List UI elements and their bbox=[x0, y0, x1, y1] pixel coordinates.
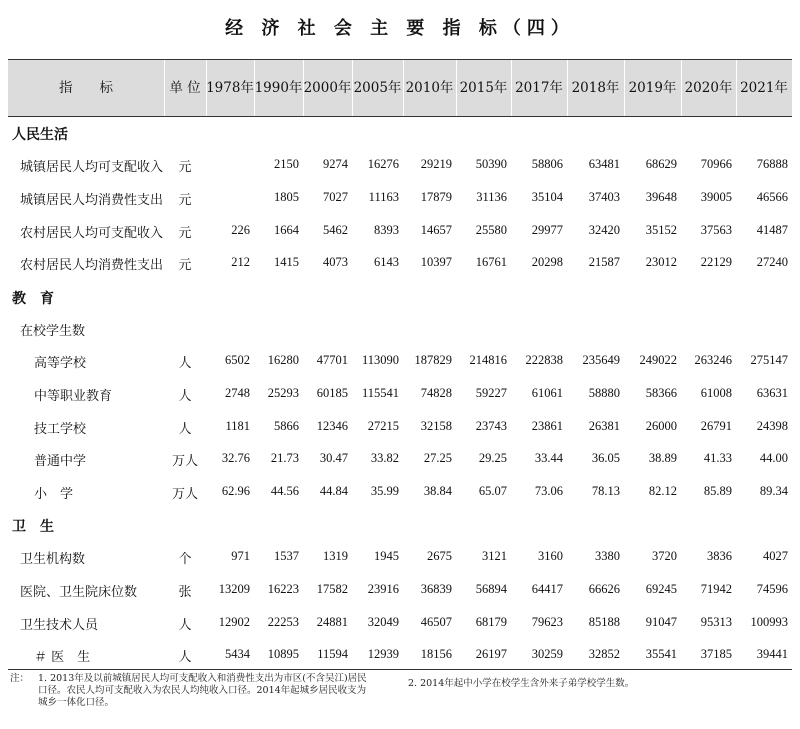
table-cell: 85.89 bbox=[703, 484, 732, 498]
note-2: 2. 2014年起中小学在校学生含外来子弟学校学生数。 bbox=[408, 678, 635, 689]
table-cell: 5462 bbox=[323, 223, 348, 237]
table-cell: 187829 bbox=[414, 353, 452, 367]
header-separator bbox=[403, 60, 404, 116]
header-separator bbox=[567, 60, 568, 116]
header-year: 2019年 bbox=[628, 80, 677, 96]
table-cell: 44.84 bbox=[319, 484, 348, 498]
table-cell: 6143 bbox=[374, 255, 399, 269]
row-unit: 个 bbox=[178, 552, 192, 567]
table-cell: 33.82 bbox=[370, 451, 399, 465]
table-cell: 68629 bbox=[645, 157, 677, 171]
table-cell: 263246 bbox=[694, 353, 732, 367]
table-cell: 69245 bbox=[645, 582, 677, 596]
table-cell: 971 bbox=[231, 549, 250, 563]
header-year: 1990年 bbox=[254, 80, 303, 96]
table-cell: 38.84 bbox=[423, 484, 452, 498]
table-cell: 113090 bbox=[361, 353, 399, 367]
header-separator bbox=[511, 60, 512, 116]
table-cell: 1415 bbox=[274, 255, 299, 269]
table-cell: 11163 bbox=[368, 190, 399, 204]
table-cell: 4073 bbox=[323, 255, 348, 269]
table-cell: 23743 bbox=[475, 419, 507, 433]
table-cell: 1945 bbox=[374, 549, 399, 563]
table-cell: 32.76 bbox=[221, 451, 250, 465]
table-cell: 41.33 bbox=[703, 451, 732, 465]
table-cell: 33.44 bbox=[534, 451, 563, 465]
table-cell: 36.05 bbox=[591, 451, 620, 465]
table-cell: 1805 bbox=[274, 190, 299, 204]
table-cell: 23916 bbox=[367, 582, 399, 596]
table-cell: 22253 bbox=[267, 615, 299, 629]
table-cell: 16280 bbox=[267, 353, 299, 367]
table-cell: 27215 bbox=[367, 419, 399, 433]
page-title: 经 济 社 会 主 要 指 标（四） bbox=[225, 18, 575, 39]
row-label: 卫生机构数 bbox=[20, 552, 86, 567]
table-cell: 16276 bbox=[367, 157, 399, 171]
table-cell: 65.07 bbox=[478, 484, 507, 498]
table-cell: 36839 bbox=[420, 582, 452, 596]
table-cell: 8393 bbox=[374, 223, 399, 237]
table-cell: 2150 bbox=[274, 157, 299, 171]
table-cell: 38.89 bbox=[648, 451, 677, 465]
table-cell: 37563 bbox=[700, 223, 732, 237]
notes-prefix: 注： bbox=[10, 673, 30, 684]
row-unit: 元 bbox=[178, 160, 192, 175]
table-cell: 58366 bbox=[645, 386, 677, 400]
table-cell: 23012 bbox=[645, 255, 677, 269]
table-cell: 31136 bbox=[476, 190, 507, 204]
table-cell: 7027 bbox=[323, 190, 348, 204]
table-cell: 1319 bbox=[323, 549, 348, 563]
table-cell: 10397 bbox=[420, 255, 452, 269]
row-unit: 万人 bbox=[171, 487, 198, 502]
table-cell: 27240 bbox=[756, 255, 788, 269]
header-year: 1978年 bbox=[206, 80, 254, 96]
row-unit: 张 bbox=[178, 585, 192, 600]
table-cell: 71942 bbox=[700, 582, 732, 596]
header-indicator: 指 标 bbox=[59, 80, 113, 96]
table-cell: 3160 bbox=[538, 549, 563, 563]
row-unit: 元 bbox=[178, 226, 192, 241]
row-label: 技工学校 bbox=[34, 422, 87, 437]
table-cell: 3380 bbox=[595, 549, 620, 563]
table-cell: 26000 bbox=[645, 419, 677, 433]
table-cell: 63631 bbox=[756, 386, 788, 400]
note-1: 1. 2013年及以前城镇居民人均可支配收入和消费性支出为市区(不含吴江)居民口径。农民人均可支配收入为农民人均纯收入口径。2014年起城乡居民收支为城乡一体化口径。 bbox=[38, 673, 367, 708]
table-cell: 235649 bbox=[582, 353, 620, 367]
header-unit: 单 位 bbox=[169, 80, 201, 96]
table-cell: 29.25 bbox=[478, 451, 507, 465]
table-cell: 62.96 bbox=[221, 484, 250, 498]
table-cell: 70966 bbox=[700, 157, 732, 171]
table-cell: 17879 bbox=[420, 190, 452, 204]
table-cell: 25293 bbox=[267, 386, 299, 400]
table-cell: 56894 bbox=[475, 582, 507, 596]
row-label: 农村居民人均可支配收入 bbox=[20, 226, 164, 241]
row-label: 城镇居民人均消费性支出 bbox=[20, 193, 164, 208]
table-cell: 1181 bbox=[225, 419, 250, 433]
table-cell: 59227 bbox=[475, 386, 507, 400]
table-cell: 226 bbox=[231, 223, 250, 237]
table-cell: 35.99 bbox=[370, 484, 399, 498]
header-year: 2015年 bbox=[459, 80, 508, 96]
table-cell: 12902 bbox=[218, 615, 250, 629]
table-cell: 46507 bbox=[420, 615, 452, 629]
bottom-rule bbox=[8, 669, 792, 670]
row-label: 普通中学 bbox=[34, 454, 87, 469]
table-cell: 63481 bbox=[588, 157, 620, 171]
table-cell: 12939 bbox=[367, 647, 399, 661]
header-year: 2000年 bbox=[303, 80, 352, 96]
header-year: 2017年 bbox=[515, 80, 563, 96]
header-separator bbox=[164, 60, 165, 116]
table-cell: 3836 bbox=[707, 549, 732, 563]
table-cell: 26197 bbox=[475, 647, 507, 661]
table-cell: 100993 bbox=[750, 615, 788, 629]
table-cell: 21.73 bbox=[270, 451, 299, 465]
table-cell: 10895 bbox=[267, 647, 299, 661]
table-cell: 29977 bbox=[531, 223, 563, 237]
table-cell: 5434 bbox=[225, 647, 250, 661]
table-cell: 23861 bbox=[531, 419, 563, 433]
row-unit: 人 bbox=[178, 389, 192, 404]
table-cell: 60185 bbox=[316, 386, 348, 400]
header-year: 2010年 bbox=[405, 80, 454, 96]
table-cell: 68179 bbox=[475, 615, 507, 629]
table-cell: 3720 bbox=[652, 549, 677, 563]
table-cell: 91047 bbox=[645, 615, 677, 629]
table-cell: 30.47 bbox=[319, 451, 348, 465]
row-label: 在校学生数 bbox=[20, 324, 86, 339]
row-label: 城镇居民人均可支配收入 bbox=[20, 160, 164, 175]
table-cell: 73.06 bbox=[534, 484, 563, 498]
table-cell: 13209 bbox=[218, 582, 250, 596]
row-label: 医院、卫生院床位数 bbox=[20, 585, 138, 600]
row-label: 中等职业教育 bbox=[34, 389, 113, 404]
table-cell: 26791 bbox=[700, 419, 732, 433]
table-cell: 47701 bbox=[316, 353, 348, 367]
table-cell: 64417 bbox=[531, 582, 563, 596]
table-cell: 2675 bbox=[427, 549, 452, 563]
table-cell: 46566 bbox=[756, 190, 788, 204]
header-bottom-rule bbox=[8, 116, 792, 117]
table-cell: 44.56 bbox=[270, 484, 299, 498]
header-separator bbox=[681, 60, 682, 116]
table-cell: 22129 bbox=[700, 255, 732, 269]
table-cell: 222838 bbox=[525, 353, 563, 367]
table-cell: 2748 bbox=[225, 386, 250, 400]
table-cell: 61008 bbox=[700, 386, 732, 400]
table-cell: 37403 bbox=[588, 190, 620, 204]
table-cell: 25580 bbox=[475, 223, 507, 237]
header-year: 2005年 bbox=[353, 80, 402, 96]
row-unit: 人 bbox=[178, 618, 192, 633]
row-unit: 人 bbox=[178, 422, 192, 437]
header-separator bbox=[352, 60, 353, 116]
table-cell: 32158 bbox=[420, 419, 452, 433]
table-cell: 39648 bbox=[645, 190, 677, 204]
table-cell: 11594 bbox=[317, 647, 348, 661]
table-cell: 275147 bbox=[750, 353, 788, 367]
header-separator bbox=[456, 60, 457, 116]
table-cell: 27.25 bbox=[423, 451, 452, 465]
table-cell: 50390 bbox=[475, 157, 507, 171]
table-cell: 79623 bbox=[531, 615, 563, 629]
header-year: 2021年 bbox=[740, 80, 788, 96]
table-cell: 18156 bbox=[420, 647, 452, 661]
header-year: 2018年 bbox=[571, 80, 620, 96]
table-cell: 24398 bbox=[756, 419, 788, 433]
table-cell: 74596 bbox=[756, 582, 788, 596]
table-cell: 95313 bbox=[700, 615, 732, 629]
row-unit: 元 bbox=[178, 193, 192, 208]
table-cell: 35104 bbox=[531, 190, 563, 204]
table-cell: 12346 bbox=[316, 419, 348, 433]
table-cell: 66626 bbox=[588, 582, 620, 596]
table-cell: 115541 bbox=[361, 386, 399, 400]
table-cell: 74828 bbox=[420, 386, 452, 400]
table-cell: 82.12 bbox=[648, 484, 677, 498]
table-cell: 16761 bbox=[475, 255, 507, 269]
row-unit: 人 bbox=[178, 356, 192, 371]
table-cell: 30259 bbox=[531, 647, 563, 661]
table-cell: 32420 bbox=[588, 223, 620, 237]
row-label: 高等学校 bbox=[34, 356, 87, 371]
table-cell: 76888 bbox=[756, 157, 788, 171]
header-separator bbox=[624, 60, 625, 116]
table-cell: 4027 bbox=[763, 549, 788, 563]
table-cell: 214816 bbox=[469, 353, 507, 367]
table-cell: 9274 bbox=[323, 157, 348, 171]
table-cell: 16223 bbox=[267, 582, 299, 596]
table-cell: 1664 bbox=[274, 223, 299, 237]
header-separator bbox=[206, 60, 207, 116]
table-cell: 35541 bbox=[645, 647, 677, 661]
row-unit: 元 bbox=[178, 258, 192, 273]
table-cell: 6502 bbox=[225, 353, 250, 367]
row-label: 小 学 bbox=[34, 487, 74, 502]
table-cell: 21587 bbox=[588, 255, 620, 269]
section-title-health: 卫 生 bbox=[12, 519, 54, 535]
table-cell: 212 bbox=[231, 255, 250, 269]
header-separator bbox=[303, 60, 304, 116]
table-cell: 39005 bbox=[700, 190, 732, 204]
table-cell: 3121 bbox=[482, 549, 507, 563]
row-unit: 人 bbox=[178, 650, 192, 665]
table-cell: 26381 bbox=[588, 419, 620, 433]
section-title-education: 教 育 bbox=[12, 291, 54, 307]
table-cell: 249022 bbox=[639, 353, 677, 367]
row-unit: 万人 bbox=[171, 454, 198, 469]
section-title-living: 人民生活 bbox=[12, 127, 68, 143]
table-cell: 1537 bbox=[274, 549, 299, 563]
table-cell: 17582 bbox=[316, 582, 348, 596]
header-separator bbox=[736, 60, 737, 116]
table-cell: 85188 bbox=[588, 615, 620, 629]
table-cell: 78.13 bbox=[591, 484, 620, 498]
row-label: 农村居民人均消费性支出 bbox=[20, 258, 164, 273]
table-cell: 29219 bbox=[420, 157, 452, 171]
table-cell: 58880 bbox=[588, 386, 620, 400]
table-cell: 58806 bbox=[531, 157, 563, 171]
row-label: 卫生技术人员 bbox=[20, 618, 99, 633]
table-cell: 14657 bbox=[420, 223, 452, 237]
table-cell: 39441 bbox=[756, 647, 788, 661]
table-cell: 37185 bbox=[700, 647, 732, 661]
table-cell: 35152 bbox=[645, 223, 677, 237]
table-cell: 61061 bbox=[531, 386, 563, 400]
table-cell: 24881 bbox=[316, 615, 348, 629]
table-cell: 41487 bbox=[756, 223, 788, 237]
table-cell: 20298 bbox=[531, 255, 563, 269]
header-year: 2020年 bbox=[684, 80, 733, 96]
table-cell: 32049 bbox=[367, 615, 399, 629]
header-separator bbox=[254, 60, 255, 116]
table-cell: 89.34 bbox=[759, 484, 788, 498]
row-label: ＃ 医 生 bbox=[34, 650, 91, 665]
table-cell: 44.00 bbox=[759, 451, 788, 465]
table-cell: 5866 bbox=[274, 419, 299, 433]
table-cell: 32852 bbox=[588, 647, 620, 661]
